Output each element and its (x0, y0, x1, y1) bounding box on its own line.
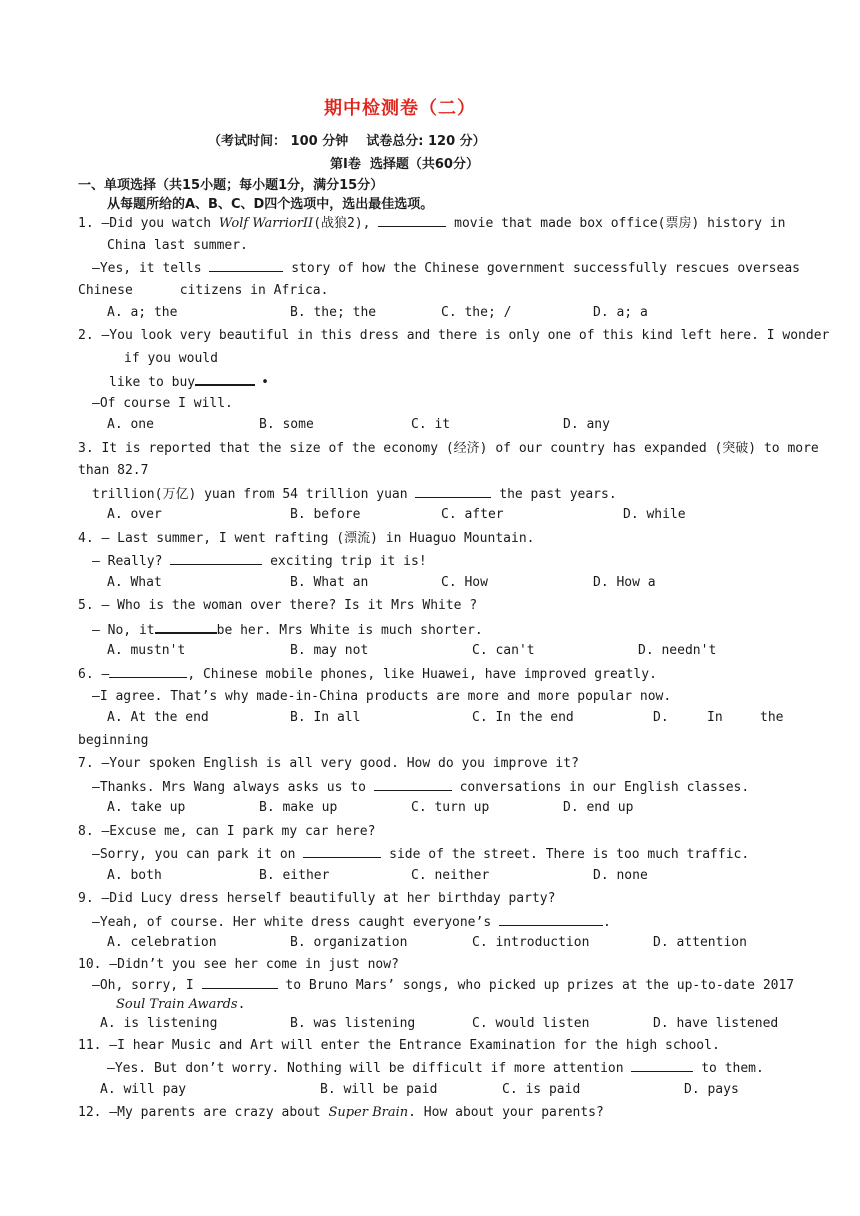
question-10-reply-cont (116, 996, 245, 1014)
section-heading: 一、单项选择（共15小题；每小题1分，满分15分） (78, 178, 384, 193)
question-9-prompt: 9. —Did Lucy dress herself beautifully at her birthday party? (78, 891, 556, 906)
q11-option-a[interactable]: A. will pay (100, 1082, 187, 1097)
q4-option-b[interactable]: B. What an (290, 575, 369, 590)
q7-option-d[interactable]: D. end up (563, 800, 634, 815)
question-10-prompt: 10. —Didn’t you see her come in just now? (78, 957, 399, 972)
q5-text: — No, it (92, 623, 155, 638)
q4-option-a[interactable]: A. What (107, 575, 162, 590)
question-2-reply: —Of course I will. (92, 396, 233, 411)
q11-text-2: to them. (693, 1061, 764, 1076)
q9-option-c[interactable]: C. introduction (472, 935, 590, 950)
exam-info: （考试时间： 100 分钟 试卷总分: 120 分） (208, 134, 486, 149)
question-6-prompt (78, 665, 657, 684)
q8-option-b[interactable]: B. either (259, 868, 330, 883)
question-1-reply-cont: Chinese citizens in Africa. (78, 283, 329, 298)
q6-option-d-cont: beginning (78, 733, 149, 748)
q2-option-c[interactable]: C. it (411, 417, 451, 432)
question-9-reply (92, 913, 611, 932)
q4-text: — Really? (92, 554, 171, 569)
q3-text: trillion(万亿) yuan from 54 trillion yuan (92, 487, 416, 502)
q8-option-c[interactable]: C. neither (411, 868, 490, 883)
q1-reply-text-2: story of how the Chinese government successfully rescues overseas (283, 261, 800, 276)
q11-option-b[interactable]: B. will be paid (320, 1082, 438, 1097)
q10-text-2: to Bruno Mars’ songs, who picked up prizes at the up-to-date 2017 (277, 978, 795, 993)
q3-option-d[interactable]: D. while (623, 507, 686, 522)
q1-text-2: (战狼2), (313, 216, 379, 231)
part-title: 第Ⅰ卷 选择题（共60分） (330, 157, 479, 172)
q1-blank-1 (378, 214, 446, 227)
question-6-reply: —I agree. That’s why made-in-China products are more and more popular now. (92, 689, 672, 704)
q4-blank (170, 552, 262, 565)
q6-option-c[interactable]: C. In the end (472, 710, 574, 725)
q8-option-a[interactable]: A. both (107, 868, 162, 883)
q7-option-b[interactable]: B. make up (259, 800, 338, 815)
q1-text-3: movie that made box office(票房) history in (446, 216, 786, 231)
q5-text-2: be her. Mrs White is much shorter. (216, 623, 483, 638)
question-3-prompt-cont: than 82.7 (78, 463, 149, 478)
q4-option-d[interactable]: D. How a (593, 575, 656, 590)
q6-text: 6. — (78, 667, 110, 682)
question-8-prompt: 8. —Excuse me, can I park my car here? (78, 824, 376, 839)
q1-option-d[interactable]: D. a; a (593, 305, 648, 320)
q6-text-2: , Chinese mobile phones, like Huawei, have improved greatly. (187, 667, 657, 682)
question-7-reply (92, 778, 749, 797)
q3-text-2: the past years. (491, 487, 617, 502)
q6-option-b[interactable]: B. In all (290, 710, 361, 725)
q1-movie-title: Wolf WarriorII (218, 216, 314, 231)
q9-text-2: . (603, 915, 611, 930)
q10-blank (202, 976, 278, 989)
q2-option-a[interactable]: A. one (107, 417, 154, 432)
q2-bullet: • (261, 375, 269, 390)
q6-blank (109, 665, 187, 678)
q2-text: like to buy (109, 375, 196, 390)
question-3-prompt: 3. It is reported that the size of the economy (经济) of our country has expanded (突破) to more (78, 441, 819, 456)
q10-text: —Oh, sorry, I (92, 978, 202, 993)
q1-option-c[interactable]: C. the; / (441, 305, 512, 320)
q7-text-2: conversations in our English classes. (451, 780, 750, 795)
q2-option-d[interactable]: D. any (563, 417, 610, 432)
q7-option-a[interactable]: A. take up (107, 800, 186, 815)
q11-blank (631, 1059, 693, 1072)
q3-blank (415, 485, 491, 498)
q9-option-d[interactable]: D. attention (653, 935, 747, 950)
q9-option-b[interactable]: B. organization (290, 935, 408, 950)
question-5-prompt: 5. — Who is the woman over there? Is it Mrs White ? (78, 598, 478, 613)
q4-text-2: exciting trip it is! (262, 554, 427, 569)
q5-option-c[interactable]: C. can't (472, 643, 535, 658)
q11-option-c[interactable]: C. is paid (502, 1082, 581, 1097)
q12-text-2: . How about your parents? (408, 1105, 604, 1120)
q6-option-d-word-1: In (707, 710, 723, 725)
q7-option-c[interactable]: C. turn up (411, 800, 490, 815)
q6-option-a[interactable]: A. At the end (107, 710, 209, 725)
q10-award-name: Soul Train Awards (116, 997, 238, 1012)
q10-option-d[interactable]: D. have listened (653, 1016, 779, 1031)
q9-text: —Yeah, of course. Her white dress caught everyone’s (92, 915, 499, 930)
q11-option-d[interactable]: D. pays (684, 1082, 739, 1097)
q1-text: 1. —Did you watch (78, 216, 219, 231)
question-4-reply (92, 552, 427, 571)
q1-option-b[interactable]: B. the; the (290, 305, 377, 320)
question-1-prompt-cont: China last summer. (107, 238, 248, 253)
q5-blank (155, 620, 217, 634)
q8-text-2: side of the street. There is too much traffic. (381, 847, 750, 862)
page-title: 期中检测卷（二） (324, 98, 476, 119)
q8-text: —Sorry, you can park it on (92, 847, 304, 862)
q11-text: —Yes. But don’t worry. Nothing will be difficult if more attention (107, 1061, 632, 1076)
question-4-prompt: 4. — Last summer, I went rafting (漂流) in Huaguo Mountain. (78, 531, 535, 546)
q9-blank (499, 913, 603, 926)
q10-option-c[interactable]: C. would listen (472, 1016, 590, 1031)
q5-option-d[interactable]: D. needn't (638, 643, 717, 658)
question-2-prompt-cont: if you would (124, 351, 218, 366)
q10-period: . (237, 997, 246, 1012)
q8-blank (303, 845, 381, 858)
question-7-prompt: 7. —Your spoken English is all very good. How do you improve it? (78, 756, 579, 771)
q7-text: —Thanks. Mrs Wang always asks us to (92, 780, 374, 795)
section-instruction: 从每题所给的A、B、C、D四个选项中，选出最佳选项。 (107, 197, 434, 212)
q6-option-d[interactable]: D. (653, 710, 669, 725)
q7-blank (374, 778, 452, 791)
q5-option-b[interactable]: B. may not (290, 643, 369, 658)
q2-blank (195, 372, 255, 386)
question-10-reply (92, 976, 794, 995)
q4-option-c[interactable]: C. How (441, 575, 488, 590)
q6-option-d-word-2: the (760, 710, 784, 725)
q3-option-b[interactable]: B. before (290, 507, 361, 522)
q1-reply-text: —Yes, it tells (92, 261, 210, 276)
q3-option-c[interactable]: C. after (441, 507, 504, 522)
q8-option-d[interactable]: D. none (593, 868, 648, 883)
question-5-reply (92, 620, 483, 640)
q9-option-a[interactable]: A. celebration (107, 935, 217, 950)
q12-text: 12. —My parents are crazy about (78, 1105, 329, 1120)
question-12-prompt (78, 1104, 604, 1122)
q1-blank-2 (209, 259, 283, 272)
q12-show-name: Super Brain (328, 1105, 409, 1120)
question-8-reply (92, 845, 749, 864)
q10-option-b[interactable]: B. was listening (290, 1016, 416, 1031)
question-11-prompt: 11. —I hear Music and Art will enter the Entrance Examination for the high school. (78, 1038, 720, 1053)
q10-option-a[interactable]: A. is listening (100, 1016, 218, 1031)
question-1-prompt (78, 214, 785, 233)
question-1-reply (92, 259, 800, 278)
question-2-prompt: 2. —You look very beautiful in this dress and there is only one of this kind left here. I wonder (78, 328, 830, 343)
question-11-reply (107, 1059, 764, 1078)
question-2-prompt-cont-2 (109, 372, 269, 392)
question-3-prompt-cont-2 (92, 485, 617, 504)
q2-option-b[interactable]: B. some (259, 417, 314, 432)
q1-option-a[interactable]: A. a; the (107, 305, 178, 320)
q3-option-a[interactable]: A. over (107, 507, 162, 522)
q5-option-a[interactable]: A. mustn't (107, 643, 186, 658)
